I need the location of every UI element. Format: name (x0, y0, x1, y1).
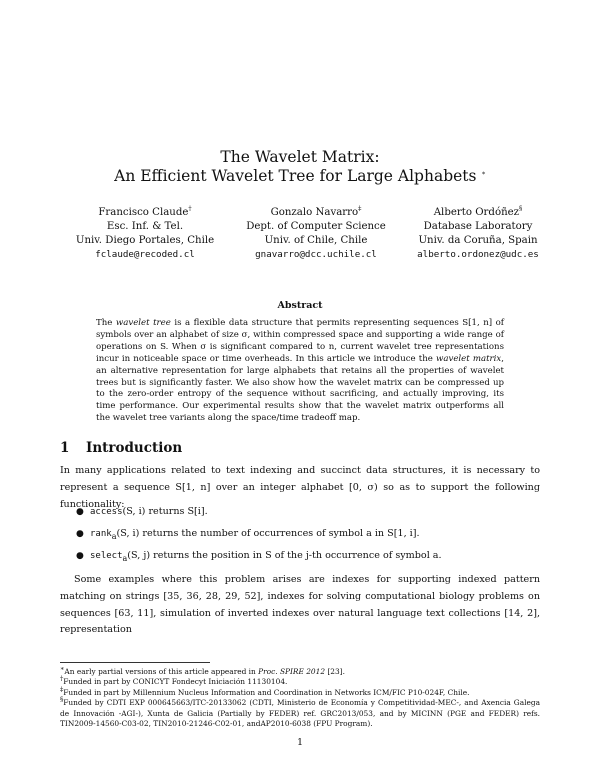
author-name: Alberto Ordóñez§ (433, 204, 523, 218)
paper-title-line2-text: An Efficient Wavelet Tree for Large Alphabets (114, 167, 477, 185)
author-affiliation: Esc. Inf. & Tel. (106, 221, 184, 232)
footnote-item: §Funded by CDTI EXP 000645663/ITC-20133062 (CDTI, Ministerio de Economía y Competitividad-MEC-, and Axencia Galega de Innovación -AGI-), Xunta de Galicia (Partially by FEDER) ref. GRC2013/053, and by MICINN (PGE and FEDER) refs. TIN2009-14560-C03-02, TIN2010-21246-C02-01, andAP2010-6038 (FPU Program). (60, 695, 540, 729)
author-email: gnavarro@dcc.uchile.cl (255, 249, 377, 260)
author-block (60, 206, 540, 266)
abstract-heading: Abstract (277, 300, 323, 311)
footnote-item: ‡Funded in part by Millennium Nucleus Information and Coordination in Networks ICM/FIC P10-024F, Chile. (60, 685, 470, 697)
title-footnote-mark: ∗ (481, 168, 486, 177)
author-navarro (228, 206, 404, 262)
paper-title-line1: The Wavelet Matrix: (220, 148, 380, 166)
author-name: Gonzalo Navarro‡ (270, 204, 362, 218)
author-institution: Univ. da Coruña, Spain (418, 235, 538, 246)
footnote-rule (60, 662, 210, 663)
author-affiliation: Database Laboratory (423, 221, 533, 232)
author-ordonez (398, 206, 558, 262)
author-institution: Univ. Diego Portales, Chile (75, 235, 215, 246)
intro-paragraph: In many applications related to text indexing and succinct data structures, it is necessary to represent a sequence S[1, n] over an integer alphabet [0, σ) so as to support the following functionality: (60, 465, 540, 510)
footnote-item: †Funded in part by CONICYT Fondecyt Iniciación 11130104. (60, 674, 288, 687)
footnote-item: ∗An early partial versions of this article appeared in Proc. SPIRE 2012 [23]. (60, 664, 345, 676)
list-item-access: ● access(S, i) returns S[i]. (76, 506, 208, 517)
abstract-text: The wavelet tree is a flexible data structure that permits representing sequences S[1, n] of symbols over an alphabet of size σ, within compressed space and supporting a wide range of operations on S. When σ is significant compared to n, current wavelet tree representations incur in noticeable space or time overheads. In this article we introduce the wavelet matrix, an alternative representation for large alphabets that retains all the properties of wavelet trees but is significantly faster. We also show how the wavelet matrix can be compressed up to the zero-order entropy of the sequence without sacrificing, and actually improving, its time performance. Our experimental results show that the wavelet matrix outperforms all the wavelet tree variants along the space/time tradeoff map. (96, 318, 504, 424)
author-email: alberto.ordonez@udc.es (417, 249, 539, 260)
operation-list (76, 505, 536, 571)
author-institution: Univ. of Chile, Chile (264, 235, 368, 246)
author-email: fclaude@recoded.cl (95, 249, 195, 260)
paper-title-line2 (0, 167, 600, 186)
author-affiliation: Dept. of Computer Science (246, 221, 386, 232)
section-title: Introduction (86, 440, 183, 456)
author-name: Francisco Claude† (98, 204, 192, 218)
bullet-icon: ● (76, 529, 84, 539)
footnotes (60, 664, 540, 729)
bullet-icon: ● (76, 507, 84, 517)
examples-paragraph: Some examples where this problem arises are indexes for supporting indexed pattern matching on strings [35, 36, 28, 29, 52], indexes for solving computational biology problems on sequences [63, 11], simulation of inverted indexes over natural language text collections [14, 2], representation (60, 574, 540, 636)
bullet-icon: ● (76, 551, 84, 561)
page-number: 1 (296, 737, 304, 748)
section-number: 1 (60, 440, 70, 456)
section-heading-introduction (60, 440, 182, 456)
list-item-rank: ● rank$_a$(S, i) returns the number of occurrences of symbol a in S[1, i]. (76, 528, 420, 541)
list-item-select: ● select$_a$(S, j) returns the position in S of the j-th occurrence of symbol a. (76, 550, 442, 563)
author-claude (60, 206, 230, 262)
